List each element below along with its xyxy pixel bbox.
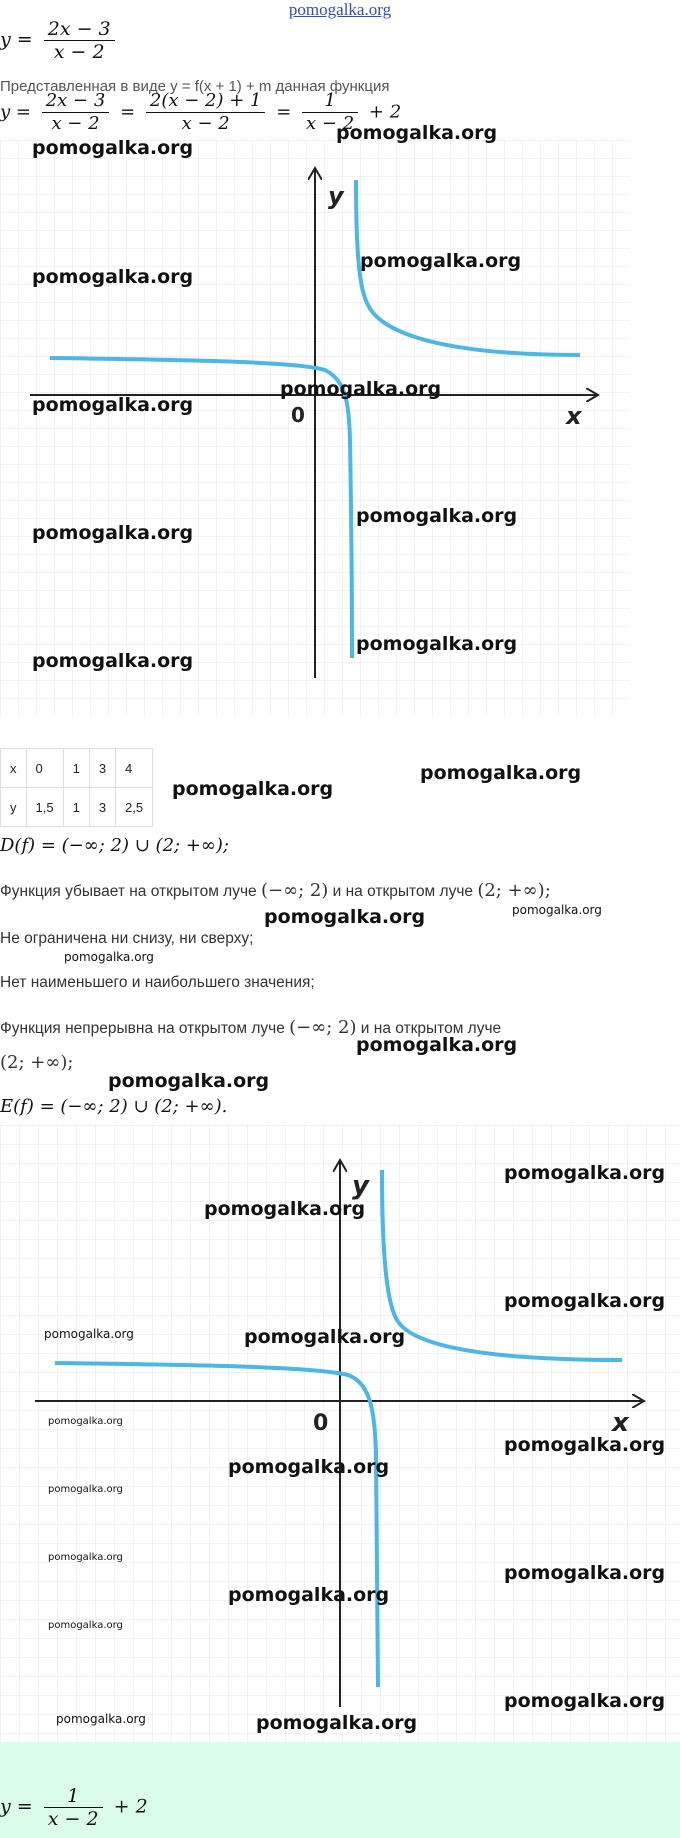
watermark: pomogalka.org	[356, 1034, 518, 1056]
table-cell: 2,5	[116, 788, 153, 827]
x-axis-label: x	[566, 402, 582, 430]
watermark: pomogalka.org	[48, 1484, 123, 1495]
fraction	[44, 1785, 103, 1830]
watermark: pomogalka.org	[504, 1162, 666, 1184]
range-formula: E(f) = (−∞; 2) ∪ (2; +∞).	[0, 1096, 228, 1117]
no-extrema-text: Нет наименьшего и наибольшего значения;	[0, 974, 315, 991]
watermark: pomogalka.org	[356, 505, 518, 527]
watermark: pomogalka.org	[504, 1290, 666, 1312]
watermark: pomogalka.org	[32, 137, 194, 159]
origin-label: 0	[291, 403, 305, 427]
table-cell: 1,5	[26, 788, 63, 827]
formula-lhs: y =	[0, 28, 33, 51]
watermark: pomogalka.org	[172, 778, 334, 800]
watermark: pomogalka.org	[512, 903, 602, 917]
unbounded-text: Не ограничена ни снизу, ни сверху;	[0, 930, 254, 947]
watermark: pomogalka.org	[504, 1690, 666, 1712]
table-cell: 1	[63, 788, 89, 827]
interval: (2; +∞);	[477, 880, 551, 901]
fraction-numerator: 1	[302, 90, 358, 113]
fraction-denominator: x − 2	[181, 113, 230, 134]
fraction-numerator: 1	[44, 1785, 103, 1808]
watermark: pomogalka.org	[228, 1584, 390, 1606]
formula-function	[0, 18, 120, 63]
watermark: pomogalka.org	[64, 950, 154, 964]
origin-label: 0	[313, 1411, 329, 1436]
formula-tail: + 2	[368, 101, 402, 123]
graph-hyperbola	[0, 140, 640, 715]
formula-lhs: y =	[0, 101, 31, 123]
table-cell: 3	[89, 749, 115, 788]
watermark: pomogalka.org	[504, 1562, 666, 1584]
table-row	[1, 788, 153, 827]
interval: (−∞; 2)	[260, 880, 329, 901]
text-part: и на открытом луче	[360, 1020, 502, 1037]
domain-formula: D(f) = (−∞; 2) ∪ (2; +∞);	[0, 835, 229, 856]
fraction-numerator: 2x − 3	[42, 90, 110, 113]
watermark: pomogalka.org	[244, 1326, 406, 1348]
watermark: pomogalka.org	[56, 1712, 146, 1726]
y-axis-label: y	[352, 1171, 369, 1201]
watermark: pomogalka.org	[204, 1198, 366, 1220]
interval: (2; +∞);	[0, 1052, 74, 1073]
fraction-denominator: x − 2	[47, 1808, 99, 1830]
table-cell: x	[1, 749, 27, 788]
values-table	[0, 748, 153, 827]
equals-sign: =	[120, 101, 136, 123]
continuous-text-cont	[0, 1052, 73, 1073]
text-part: Функция непрерывна на открытом луче	[0, 1020, 285, 1037]
text-part: Функция убывает на открытом луче	[0, 883, 257, 900]
fraction	[42, 90, 110, 135]
x-axis-label: x	[612, 1408, 629, 1438]
watermark: pomogalka.org	[48, 1552, 123, 1563]
fraction-numerator: 2(x − 2) + 1	[146, 90, 266, 113]
text-part: и на открытом луче	[332, 883, 474, 900]
table-cell: 4	[116, 749, 153, 788]
interval: (−∞; 2)	[289, 1017, 357, 1038]
intro-text: Представленная в виде y = f(x + 1) + m данная функция	[0, 78, 390, 95]
table-cell: 1	[63, 749, 89, 788]
watermark: pomogalka.org	[32, 522, 194, 544]
watermark: pomogalka.org	[108, 1070, 270, 1092]
formula-tail: + 2	[113, 1795, 148, 1818]
watermark: pomogalka.org	[32, 394, 194, 416]
watermark: pomogalka.org	[504, 1434, 666, 1456]
fraction-denominator: x − 2	[306, 113, 355, 134]
fraction-numerator: 2x − 3	[44, 18, 115, 41]
fraction-denominator: x − 2	[53, 41, 105, 63]
y-axis-label: y	[328, 182, 344, 210]
watermark: pomogalka.org	[420, 762, 582, 784]
watermark: pomogalka.org	[48, 1416, 123, 1427]
watermark: pomogalka.org	[264, 906, 426, 928]
answer-formula	[0, 1785, 148, 1830]
site-logo[interactable]: pomogalka.org	[288, 0, 392, 19]
fraction	[146, 90, 266, 135]
table-cell: 0	[26, 749, 63, 788]
decreasing-text	[0, 880, 551, 901]
table-cell: y	[1, 788, 27, 827]
watermark: pomogalka.org	[228, 1456, 390, 1478]
watermark: pomogalka.org	[32, 266, 194, 288]
watermark: pomogalka.org	[336, 122, 498, 144]
formula-lhs: y =	[0, 1795, 33, 1818]
fraction-denominator: x − 2	[51, 113, 100, 134]
equals-sign: =	[276, 101, 292, 123]
watermark: pomogalka.org	[360, 250, 522, 272]
watermark: pomogalka.org	[356, 633, 518, 655]
fraction	[44, 18, 115, 63]
table-cell: 3	[89, 788, 115, 827]
watermark: pomogalka.org	[256, 1712, 418, 1734]
watermark: pomogalka.org	[48, 1620, 123, 1631]
table-row	[1, 749, 153, 788]
watermark: pomogalka.org	[32, 650, 194, 672]
watermark: pomogalka.org	[280, 378, 442, 400]
watermark: pomogalka.org	[44, 1327, 134, 1341]
